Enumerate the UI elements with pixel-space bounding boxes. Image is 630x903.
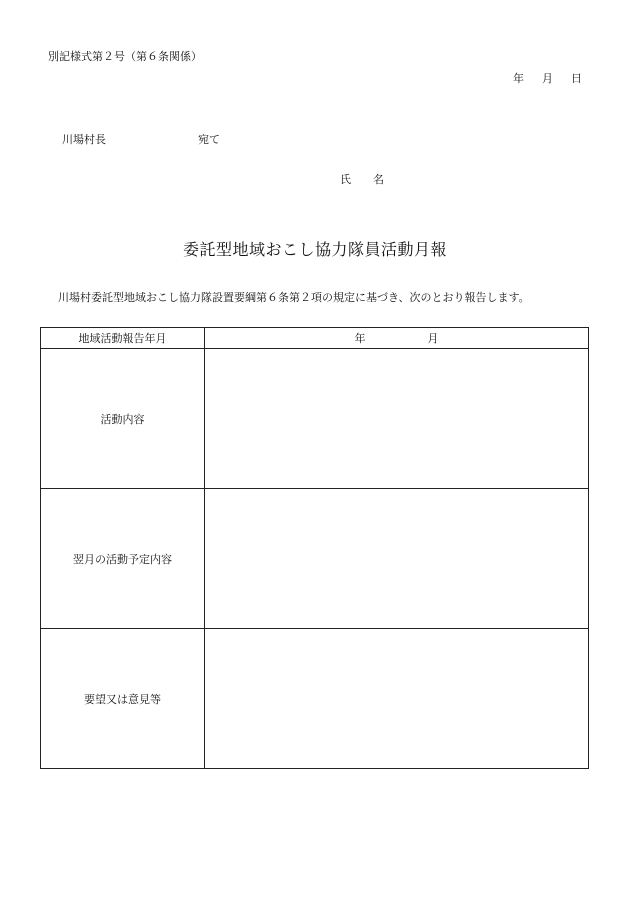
date-year-label: 年 — [513, 72, 524, 85]
report-month-value[interactable] — [205, 328, 589, 349]
intro-text: 川場村委託型地域おこし協力隊設置要綱第６条第２項の規定に基づき、次のとおり報告します。 — [58, 291, 530, 304]
label-requests-opinions: 要望又は意見等 — [41, 629, 205, 769]
addressee — [62, 131, 220, 147]
date-day-label: 日 — [571, 72, 582, 85]
label-report-month: 地域活動報告年月 — [41, 328, 205, 349]
report-table — [40, 327, 589, 769]
value-year-label: 年 — [354, 332, 366, 345]
date-month-label: 月 — [542, 72, 553, 85]
addressee-honorific: 宛て — [198, 133, 220, 146]
applicant-name-line — [340, 171, 384, 187]
report-date — [513, 70, 582, 86]
table-row-next-month-plan — [41, 489, 589, 629]
document-title: 委託型地域おこし協力隊員活動月報 — [182, 240, 447, 259]
requests-opinions-field[interactable] — [205, 629, 589, 769]
label-next-month-plan: 翌月の活動予定内容 — [41, 489, 205, 629]
name-label-second: 名 — [373, 173, 384, 186]
label-activity-content: 活動内容 — [41, 349, 205, 489]
table-row-activity — [41, 349, 589, 489]
year-month-placeholder — [205, 330, 588, 346]
activity-content-field[interactable] — [205, 349, 589, 489]
table-row-requests — [41, 629, 589, 769]
next-month-plan-field[interactable] — [205, 489, 589, 629]
addressee-mayor: 川場村長 — [62, 133, 106, 146]
name-label-first: 氏 — [340, 173, 351, 186]
value-month-label: 月 — [427, 332, 439, 345]
form-number: 別記様式第２号（第６条関係） — [48, 50, 202, 63]
table-row-report-month — [41, 328, 589, 349]
